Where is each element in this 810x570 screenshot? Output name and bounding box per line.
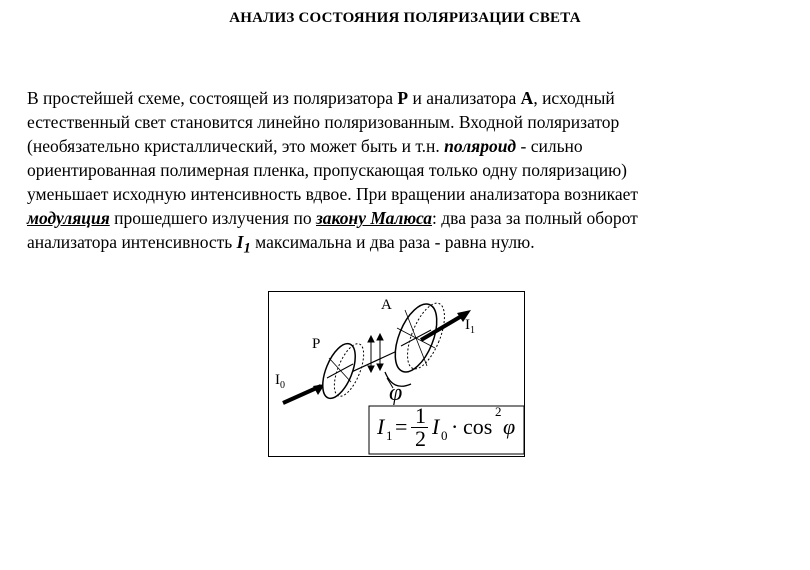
- formula-phi: φ: [503, 414, 516, 439]
- paragraph-line-6: [27, 206, 747, 230]
- formula-I0: I: [432, 414, 440, 439]
- input-intensity-label: [275, 372, 285, 391]
- paragraph-line-5: уменьшает исходную интенсивность вдвое. При вращении анализатора возникает: [27, 184, 639, 204]
- output-intensity-letter: I: [465, 317, 470, 333]
- formula-dot: ·: [451, 414, 459, 439]
- input-intensity-letter: I: [275, 372, 280, 388]
- analyzer-disc: [387, 298, 452, 377]
- formula-cos: cos: [463, 414, 493, 439]
- paragraph-line-2: естественный свет становится линейно поляризованным. Входной поляризатор: [27, 112, 620, 132]
- formula-numerator: 1: [415, 403, 426, 428]
- formula-denominator: 2: [415, 426, 426, 451]
- paragraph-line-4: ориентированная полимерная пленка, пропускающая только одну поляризацию): [27, 160, 627, 180]
- formula-equals: =: [395, 414, 408, 439]
- intensity-subscript: 1: [243, 240, 251, 257]
- output-intensity-subscript: 1: [470, 325, 475, 336]
- paragraph-line-1: [27, 86, 747, 110]
- text-run: : два раза за полный оборот: [432, 208, 638, 228]
- text-run: максимальна и два раза - равна нулю.: [250, 232, 535, 252]
- body-paragraph: [27, 86, 747, 261]
- polarizer-disc: [316, 339, 370, 403]
- text-run: В простейшей схеме, состоящей из поляризатора: [27, 88, 398, 108]
- analyzer-letter: А: [520, 88, 534, 108]
- malus-law-term: закону Малюса: [315, 208, 433, 228]
- polarization-diagram: [268, 291, 525, 457]
- text-run: , исходный: [533, 88, 615, 108]
- analyzer-label: A: [381, 297, 392, 313]
- formula-sub1: 1: [386, 428, 393, 443]
- text-run: (необязательно кристаллический, это может быть и т.н.: [27, 136, 445, 156]
- text-run: прошедшего излучения по: [109, 208, 316, 228]
- formula-sub0: 0: [441, 428, 448, 443]
- modulation-term: модуляция: [27, 208, 110, 228]
- paragraph-line-7: [27, 230, 747, 261]
- intensity-letter: I: [236, 232, 244, 252]
- intensity-symbol: [236, 232, 251, 257]
- polarizer-letter: Р: [397, 88, 409, 108]
- paragraph-line-3: [27, 134, 747, 158]
- formula-I: I: [377, 414, 385, 439]
- text-run: - сильно: [516, 136, 583, 156]
- text-run: и анализатора: [408, 88, 521, 108]
- malus-formula: [369, 403, 525, 452]
- polarization-arrows: [368, 334, 383, 372]
- polarizer-label: P: [312, 336, 321, 352]
- output-intensity-label: [465, 317, 475, 336]
- text-run: анализатора интенсивность: [27, 232, 237, 252]
- formula-superscript: 2: [495, 404, 502, 419]
- angle-phi-label: φ: [389, 380, 403, 406]
- polaroid-term: поляроид: [444, 136, 517, 156]
- input-intensity-subscript: 0: [280, 380, 285, 391]
- page-title: АНАЛИЗ СОСТОЯНИЯ ПОЛЯРИЗАЦИИ СВЕТА: [229, 10, 581, 26]
